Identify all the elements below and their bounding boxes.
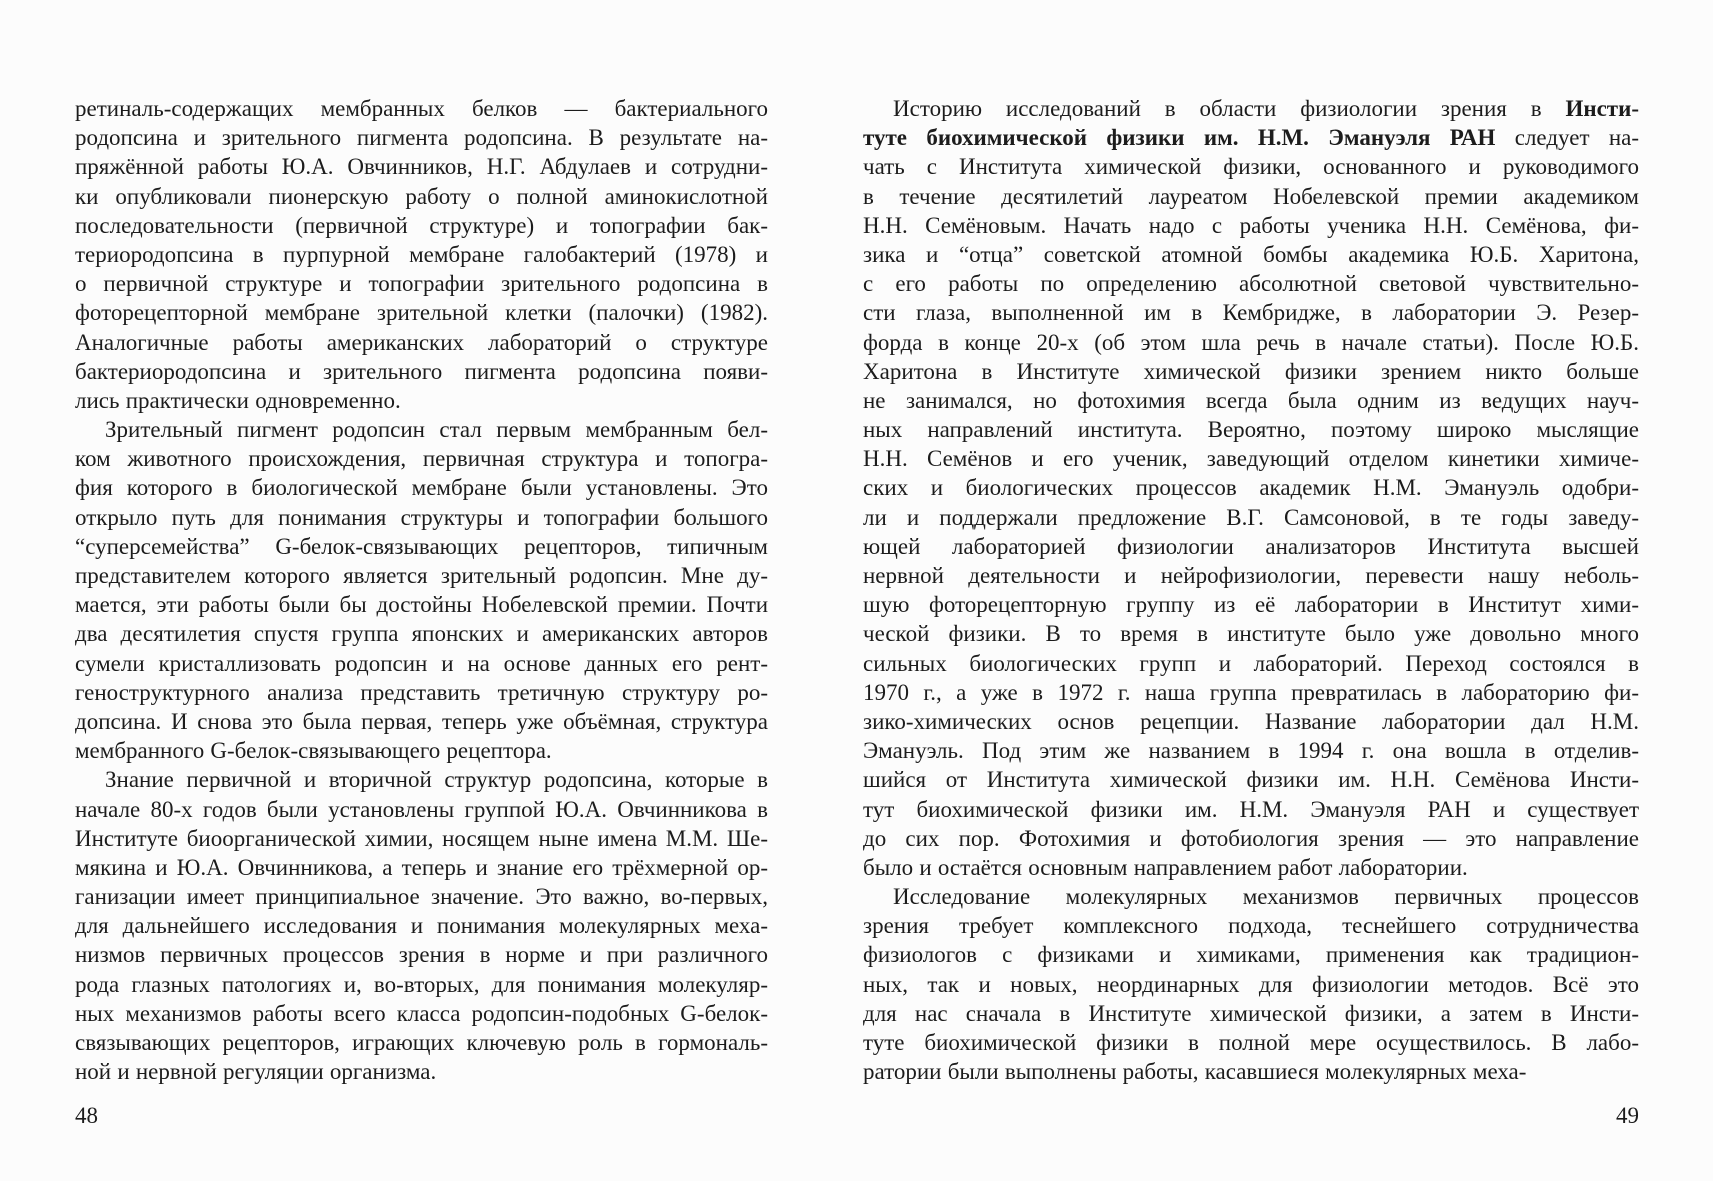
text-segment: чать с Института химической физики, основанного и руководимого: [863, 154, 1639, 180]
text-segment: мембранного G-белок-связывающего рецептора.: [75, 738, 552, 764]
text-line: [863, 1057, 1639, 1086]
text-segment: начале 80-х годов были установлены группой Ю.А. Овчинникова в: [75, 796, 768, 822]
text-line: [75, 415, 768, 444]
text-line: [75, 1028, 768, 1057]
text-segment: ки опубликовали пионерскую работу о полной аминокислотной: [75, 183, 768, 209]
text-line: [863, 240, 1639, 269]
text-line: [75, 999, 768, 1028]
text-segment: тут биохимической физики им. Н.М. Эмануэля РАН и существует: [863, 796, 1639, 822]
text-segment: о первичной структуре и топографии зрительного родопсина в: [75, 271, 768, 297]
text-segment: низмов первичных процессов зрения в норме и при различного: [75, 942, 768, 968]
text-line: [863, 269, 1639, 298]
text-segment: зика и “отца” советской атомной бомбы академика Ю.Б. Харитона,: [863, 241, 1639, 267]
text-segment: зрения требует комплексного подхода, теснейшего сотрудничества: [863, 913, 1639, 939]
left-page-text-column: [75, 94, 768, 1086]
text-segment: форда в конце 20-х (об этом шла речь в начале статьи). После Ю.Б.: [863, 329, 1639, 355]
text-line: [75, 619, 768, 648]
text-line: [75, 152, 768, 181]
text-line: [863, 911, 1639, 940]
text-line: [75, 940, 768, 969]
text-line: [863, 999, 1639, 1028]
text-line: [75, 240, 768, 269]
text-line: [75, 970, 768, 999]
text-segment: ли и поддержали предложение В.Г. Самсоновой, в те годы заведу-: [863, 504, 1639, 530]
text-segment: Исследование молекулярных механизмов первичных процессов: [893, 884, 1639, 910]
text-line: [75, 911, 768, 940]
text-line: [863, 590, 1639, 619]
paragraph: [75, 94, 768, 415]
text-line: [863, 765, 1639, 794]
text-line: [75, 357, 768, 386]
text-line: [863, 503, 1639, 532]
text-segment: ных, так и новых, неординарных для физиологии методов. Всё это: [863, 971, 1639, 997]
text-segment: рода глазных патологиях и, во-вторых, для понимания молекуляр-: [75, 971, 768, 997]
text-line: [863, 795, 1639, 824]
text-line: [75, 298, 768, 327]
text-segment: Знание первичной и вторичной структур родопсина, которые в: [105, 767, 768, 793]
text-segment: сумели кристаллизовать родопсин и на основе данных его рент-: [75, 650, 768, 676]
text-segment: Харитона в Институте химической физики зрением никто больше: [863, 358, 1639, 384]
text-line: [75, 561, 768, 590]
text-segment: 1970 г., а уже в 1972 г. наша группа превратилась в лабораторию фи-: [863, 679, 1639, 705]
text-line: [863, 415, 1639, 444]
text-line: [863, 678, 1639, 707]
text-segment: ганизации имеет принципиальное значение. Это важно, во-первых,: [75, 884, 768, 910]
text-line: [75, 211, 768, 240]
text-line: [863, 444, 1639, 473]
text-segment: открыло путь для понимания структуры и топографии большого: [75, 504, 768, 530]
paragraph: [75, 765, 768, 1086]
text-segment: Историю исследований в области физиологии зрения в: [893, 96, 1566, 121]
text-line: [863, 532, 1639, 561]
text-line: [863, 853, 1639, 882]
text-segment: фоторецепторной мембране зрительной клетки (палочки) (1982).: [75, 300, 768, 326]
text-line: [75, 94, 768, 123]
text-line: [75, 182, 768, 211]
text-line: [75, 795, 768, 824]
text-segment: “суперсемейства” G-белок-связывающих рецепторов, типичным: [75, 533, 768, 559]
text-segment: ческой физики. В то время в институте было уже довольно много: [863, 621, 1639, 647]
text-line: [863, 357, 1639, 386]
text-segment: нервной деятельности и нейрофизиологии, перевести нашу неболь-: [863, 563, 1639, 588]
text-segment: Н.Н. Семёновым. Начать надо с работы ученика Н.Н. Семёнова, фи-: [863, 212, 1639, 238]
text-segment: шийся от Института химической физики им. Н.Н. Семёнова Инсти-: [863, 767, 1639, 793]
text-segment: фия которого в биологической мембране были установлены. Это: [75, 475, 768, 501]
text-segment: мается, эти работы были бы достойны Нобелевской премии. Почти: [75, 592, 768, 618]
text-line: [75, 123, 768, 152]
text-segment: териородопсина в пурпурной мембране галобактерий (1978) и: [75, 241, 768, 267]
text-segment: сильных биологических групп и лабораторий. Переход состоялся в: [863, 650, 1639, 676]
text-line: [863, 707, 1639, 736]
text-segment: последовательности (первичной структуре) и топографии бак-: [75, 212, 768, 238]
text-segment: для нас сначала в Институте химической физики, а затем в Инсти-: [863, 1000, 1639, 1026]
text-line: [75, 678, 768, 707]
text-segment: следует на-: [1495, 125, 1639, 151]
text-segment: сти глаза, выполненной им в Кембридже, в лаборатории Э. Резер-: [863, 300, 1639, 326]
text-line: [863, 882, 1639, 911]
text-segment: лись практически одновременно.: [75, 387, 401, 413]
text-line: [75, 386, 768, 415]
bold-text-segment: туте биохимической физики им. Н.М. Эмануэля РАН: [863, 125, 1496, 151]
text-segment: ной и нервной регуляции организма.: [75, 1059, 437, 1085]
text-segment: ных направлений института. Вероятно, поэтому широко мыслящие: [863, 417, 1639, 443]
text-line: [75, 824, 768, 853]
text-line: [863, 940, 1639, 969]
paragraph: [863, 882, 1639, 1086]
left-page-number: 48: [75, 1103, 98, 1128]
text-segment: в течение десятилетий лауреатом Нобелевской премии академиком: [863, 183, 1639, 209]
text-line: [75, 853, 768, 882]
text-line: [75, 328, 768, 357]
text-line: [863, 736, 1639, 765]
text-segment: не занимался, но фотохимия всегда была одним из ведущих науч-: [863, 387, 1639, 413]
text-segment: ретиналь-содержащих мембранных белков — бактериального: [75, 96, 768, 121]
text-segment: ских и биологических процессов академик Н.М. Эмануэль одобри-: [863, 475, 1639, 501]
text-segment: пряжённой работы Ю.А. Овчинников, Н.Г. Абдулаев и сотрудни-: [75, 154, 768, 180]
text-line: [863, 152, 1639, 181]
text-segment: Аналогичные работы американских лабораторий о структуре: [75, 329, 768, 355]
text-line: [863, 561, 1639, 590]
text-line: [863, 824, 1639, 853]
text-segment: туте биохимической физики в полной мере осуществилось. В лабо-: [863, 1030, 1639, 1055]
text-segment: физиологов с физиками и химиками, применения как традицион-: [863, 942, 1639, 968]
text-line: [75, 765, 768, 794]
text-line: [75, 503, 768, 532]
paragraph: [75, 415, 768, 765]
text-line: [863, 328, 1639, 357]
text-line: [863, 970, 1639, 999]
right-page-text-column: [863, 94, 1639, 1086]
text-line: [863, 649, 1639, 678]
text-segment: с его работы по определению абсолютной световой чувствительно-: [863, 271, 1639, 297]
text-line: [75, 269, 768, 298]
text-segment: зико-химических основ рецепции. Название лаборатории дал Н.М.: [863, 708, 1639, 734]
text-segment: ющей лабораторией физиологии анализаторов Института высшей: [863, 533, 1639, 559]
text-segment: Институте биоорганической химии, носящем ныне имена М.М. Ше-: [75, 825, 768, 851]
text-segment: два десятилетия спустя группа японских и американских авторов: [75, 621, 768, 647]
text-segment: представителем которого является зрительный родопсин. Мне ду-: [75, 563, 768, 588]
text-segment: бактериородопсина и зрительного пигмента родопсина появи-: [75, 358, 768, 384]
text-line: [863, 298, 1639, 327]
text-line: [75, 736, 768, 765]
text-segment: ком животного происхождения, первичная структура и топогра-: [75, 446, 768, 472]
text-segment: было и остаётся основным направлением работ лаборатории.: [863, 854, 1468, 880]
text-line: [75, 882, 768, 911]
text-segment: связывающих рецепторов, играющих ключевую роль в гормональ-: [75, 1030, 768, 1055]
text-segment: Эмануэль. Под этим же названием в 1994 г. она вошла в отделив-: [863, 738, 1639, 764]
text-segment: ных механизмов работы всего класса родопсин-подобных G-белок-: [75, 1000, 768, 1026]
text-line: [863, 182, 1639, 211]
text-segment: Н.Н. Семёнов и его ученик, заведующий отделом кинетики химиче-: [863, 446, 1639, 472]
text-segment: ратории были выполнены работы, касавшиеся молекулярных меха-: [863, 1059, 1527, 1085]
text-line: [863, 386, 1639, 415]
text-segment: до сих пор. Фотохимия и фотобиология зрения — это направление: [863, 825, 1639, 851]
text-segment: шую фоторецепторную группу из её лаборатории в Институт хими-: [863, 592, 1639, 618]
text-line: [75, 532, 768, 561]
text-line: [863, 1028, 1639, 1057]
text-line: [863, 473, 1639, 502]
text-segment: Зрительный пигмент родопсин стал первым мембранным бел-: [105, 417, 768, 443]
text-line: [75, 590, 768, 619]
text-line: [863, 123, 1639, 152]
text-line: [75, 649, 768, 678]
text-line: [75, 444, 768, 473]
text-line: [863, 619, 1639, 648]
text-segment: мякина и Ю.А. Овчинникова, а теперь и знание его трёхмерной ор-: [75, 854, 768, 880]
text-line: [75, 707, 768, 736]
bold-text-segment: Инсти-: [1565, 96, 1639, 121]
right-page-number: 49: [1616, 1103, 1639, 1128]
text-line: [75, 473, 768, 502]
text-segment: геноструктурного анализа представить третичную структуру ро-: [75, 679, 768, 705]
paragraph: [863, 94, 1639, 882]
text-line: [863, 94, 1639, 123]
text-line: [863, 211, 1639, 240]
text-segment: родопсина и зрительного пигмента родопсина. В результате на-: [75, 125, 768, 151]
text-segment: для дальнейшего исследования и понимания молекулярных меха-: [75, 913, 768, 939]
text-line: [75, 1057, 768, 1086]
text-segment: допсина. И снова это была первая, теперь уже объёмная, структура: [75, 708, 768, 734]
